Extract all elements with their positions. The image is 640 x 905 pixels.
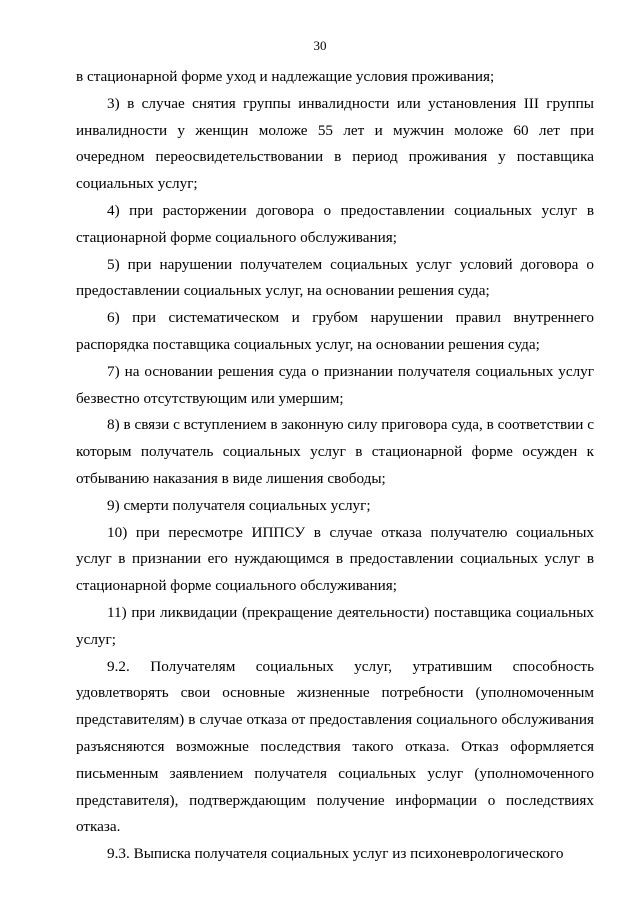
list-item-11: 11) при ликвидации (прекращение деятельности) поставщика социальных услуг; [76,603,594,648]
list-item-6: 6) при систематическом и грубом нарушении правил внутреннего распорядка поставщика социальных услуг, на основании решения суда; [76,309,594,353]
list-item-5: 5) при нарушении получателем социальных услуг условий договора о предоставлении социальных услуг, на основании решения суда; [76,255,594,300]
document-body [76,64,594,868]
page-number: 30 [313,38,327,53]
section-9-2: 9.2. Получателям социальных услуг, утратившим способность удовлетворять свои основные жизненные потребности (уполномоченным представителям) в случае отказа от предоставления социального обслуживания разъясняются возможные последствия такого отказа. Отказ оформляется письменным заявлением получателя социальных услуг (уполномоченного представителя), подтверждающим получение информации о последствиях отказа. [76,657,594,836]
section-9-3: 9.3. Выписка получателя социальных услуг из психоневрологического [107,845,564,863]
list-item-9: 9) смерти получателя социальных услуг; [107,496,371,514]
paragraph-continuation: в стационарной форме уход и надлежащие условия проживания; [76,68,495,85]
list-item-10: 10) при пересмотре ИППСУ в случае отказа получателю социальных услуг в признании его нуждающимся в предоставлении социальных услуг в стационарной форме социального обслуживания; [76,523,594,595]
list-item-7: 7) на основании решения суда о признании получателя социальных услуг безвестно отсутствующим или умершим; [76,362,594,407]
list-item-8: 8) в связи с вступлением в законную силу приговора суда, в соответствии с которым получатель социальных услуг в стационарной форме осужден к отбыванию наказания в виде лишения свободы; [76,416,594,487]
list-item-3: 3) в случае снятия группы инвалидности или установления III группы инвалидности у женщин моложе 55 лет и мужчин моложе 60 лет при очередном переосвидетельствовании в период проживания у поставщика социальных услуг; [76,94,594,193]
list-item-4: 4) при расторжении договора о предоставлении социальных услуг в стационарной форме социального обслуживания; [76,201,594,246]
